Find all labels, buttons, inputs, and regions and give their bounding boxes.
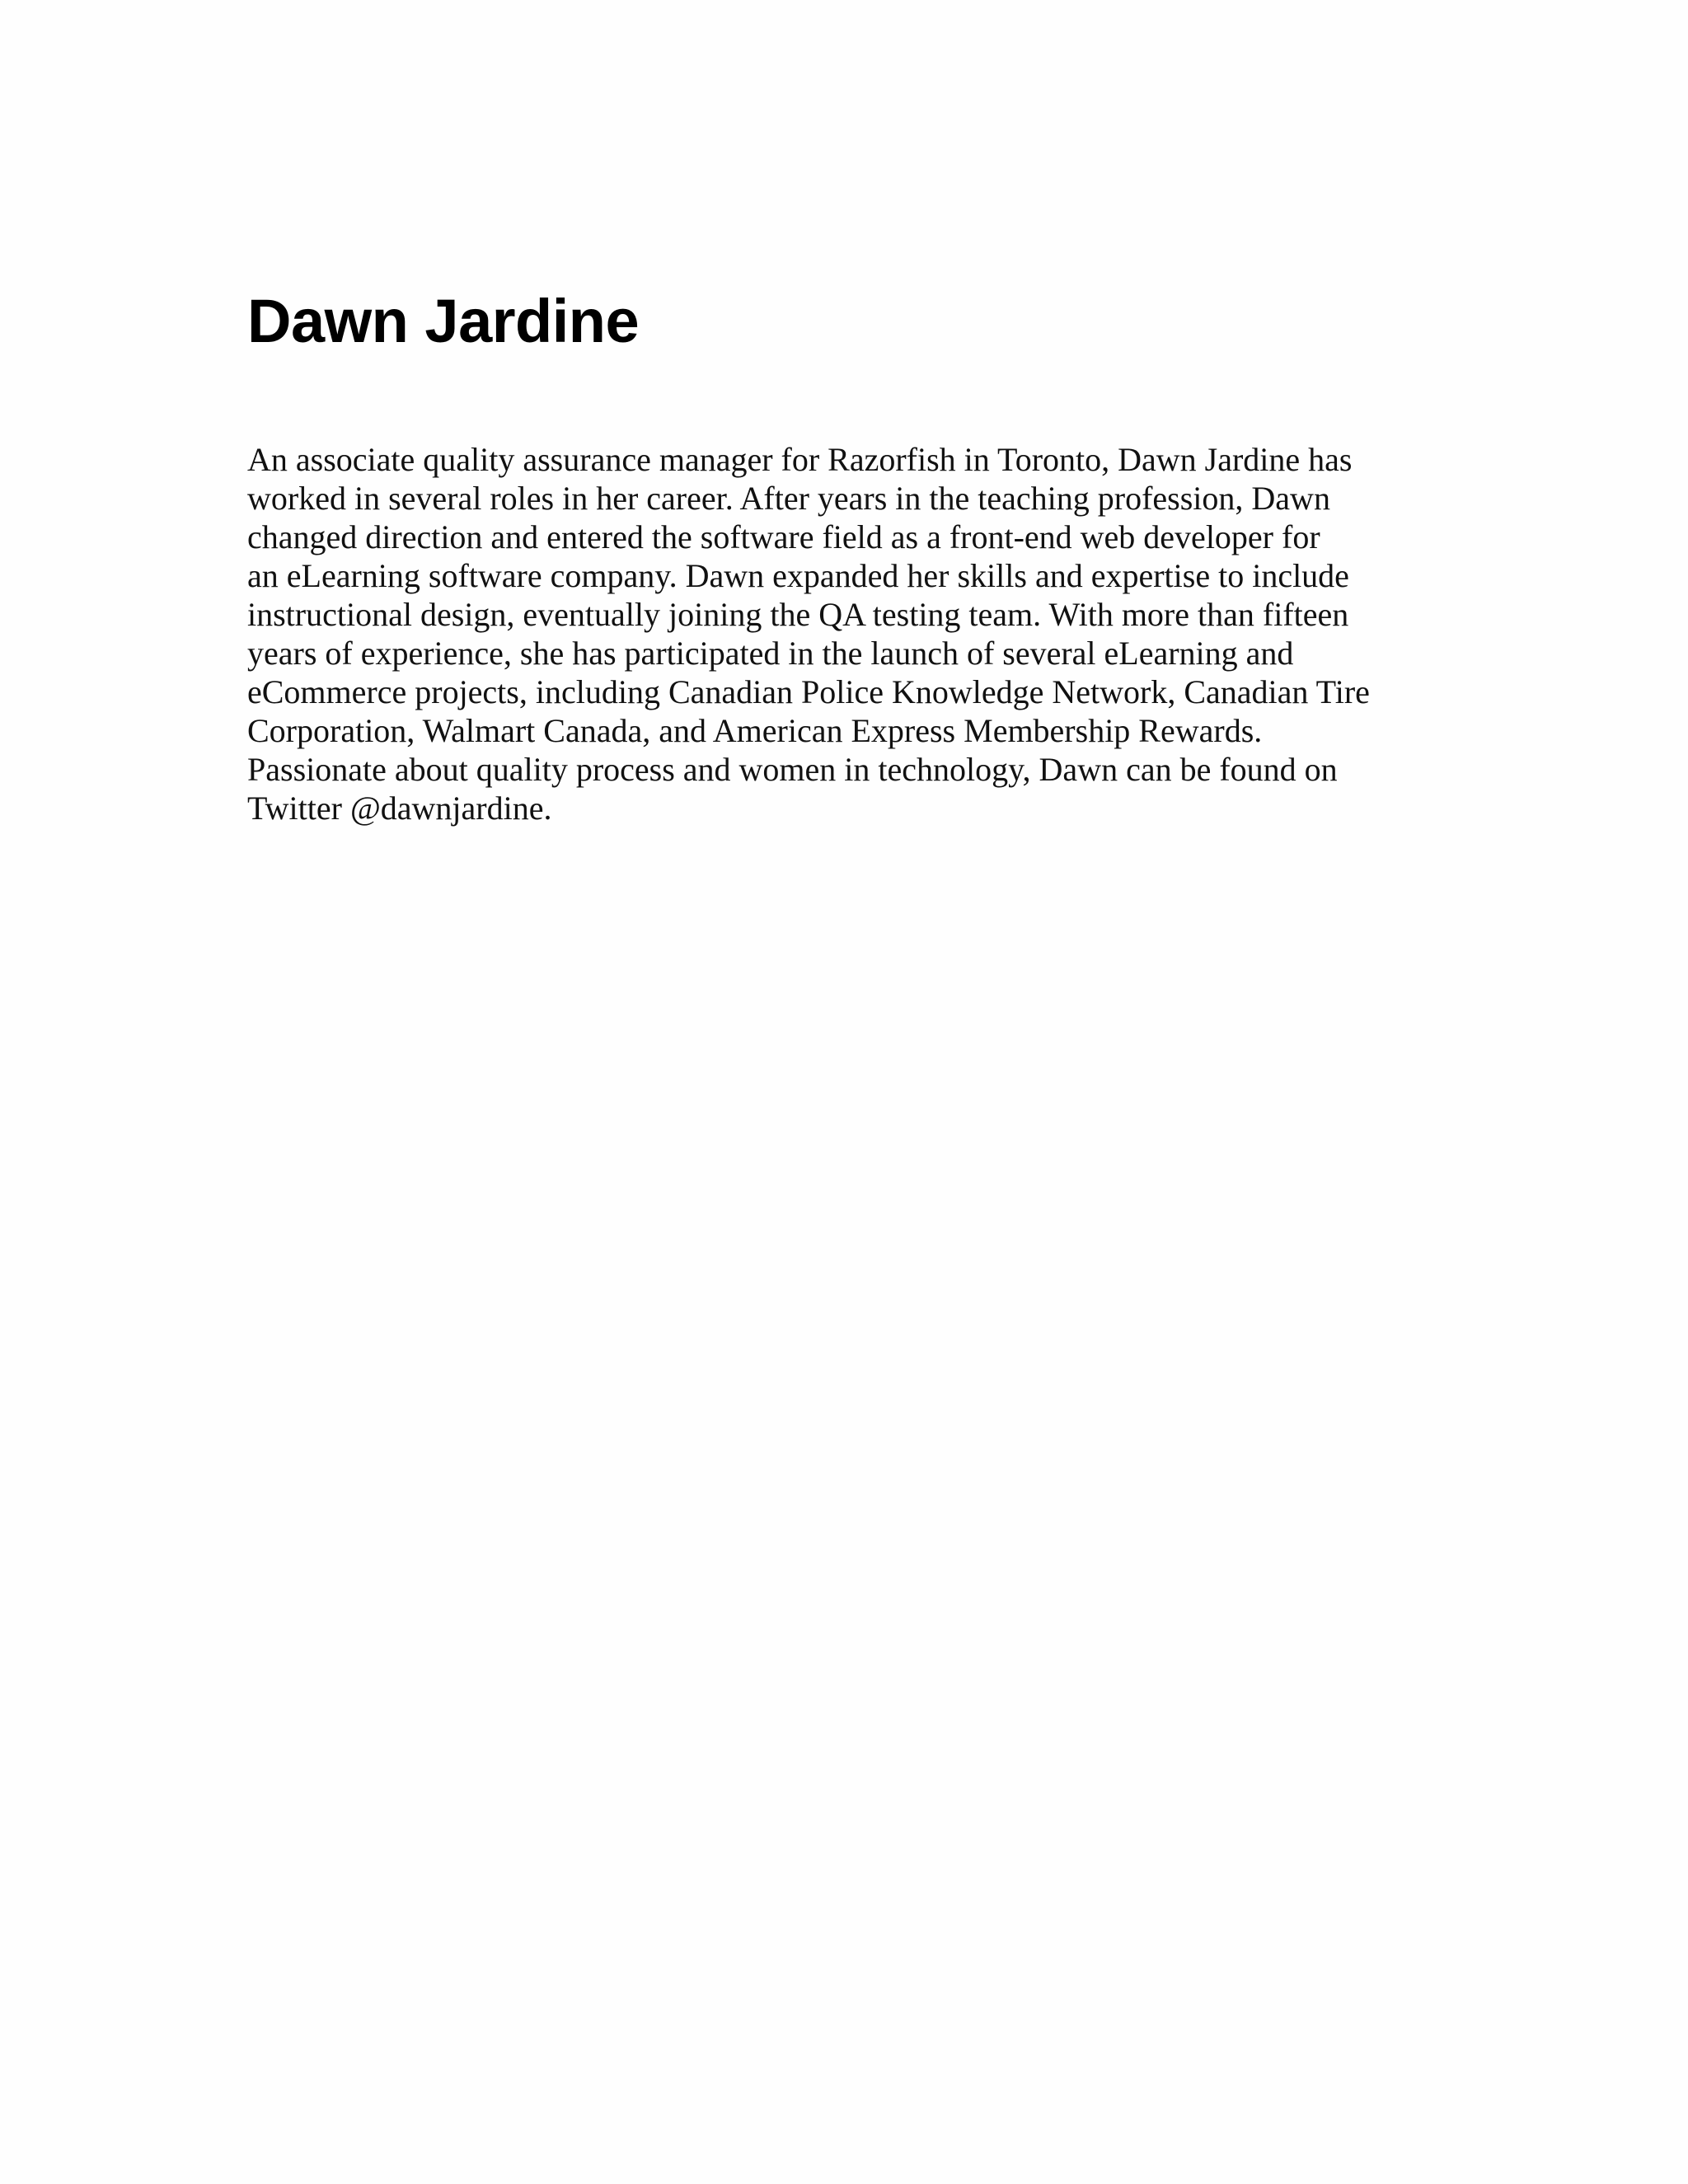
paragraph-line: an eLearning software company. Dawn expanded her skills and expertise to include (247, 557, 1349, 594)
paragraph-line: Twitter @dawnjardine. (247, 790, 552, 827)
page-title: Dawn Jardine (247, 287, 640, 355)
paragraph-line: changed direction and entered the software field as a front-end web developer for (247, 518, 1320, 555)
paragraph-line: years of experience, she has participated in the launch of several eLearning and (247, 635, 1294, 672)
paragraph-line: An associate quality assurance manager for Razorfish in Toronto, Dawn Jardine has (247, 441, 1353, 478)
paragraph-line: instructional design, eventually joining the QA testing team. With more than fifteen (247, 596, 1349, 633)
paragraph-line: worked in several roles in her career. After years in the teaching profession, Dawn (247, 480, 1330, 517)
paragraph-line: Passionate about quality process and women in technology, Dawn can be found on (247, 751, 1338, 788)
paragraph-line: Corporation, Walmart Canada, and American Express Membership Rewards. (247, 712, 1263, 749)
bio-paragraph (247, 440, 1442, 827)
bio-section (247, 280, 1442, 827)
paragraph-line: eCommerce projects, including Canadian Police Knowledge Network, Canadian Tire (247, 673, 1370, 710)
